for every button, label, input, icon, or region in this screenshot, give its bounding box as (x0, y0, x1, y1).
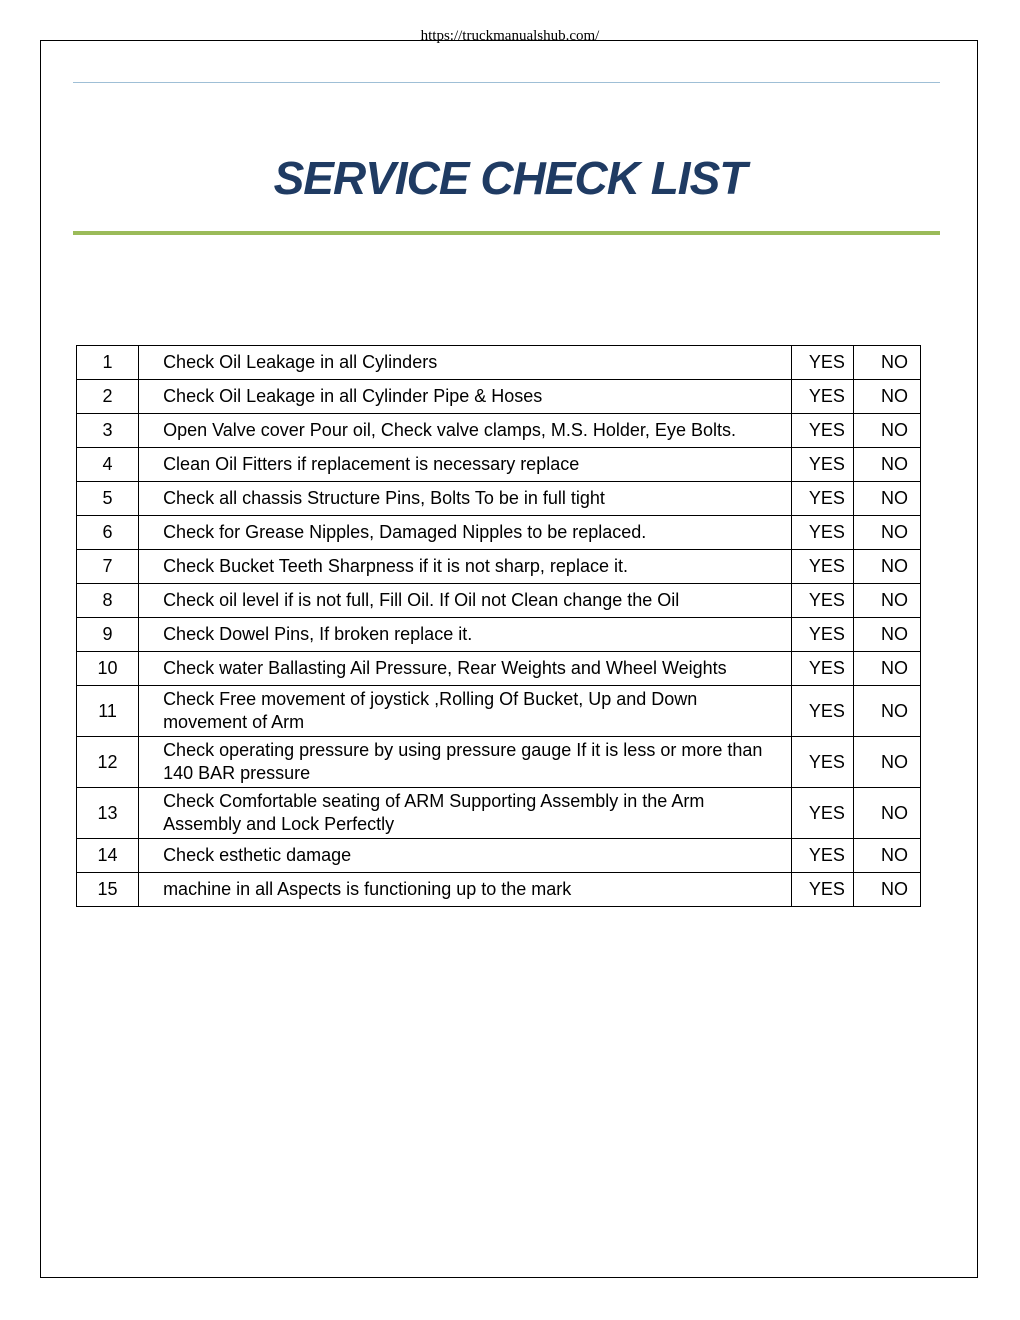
no-option[interactable]: NO (853, 482, 920, 516)
no-option[interactable]: NO (853, 550, 920, 584)
yes-option[interactable]: YES (791, 380, 853, 414)
item-description: Check Free movement of joystick ,Rolling Of Bucket, Up and Down movement of Arm (139, 686, 792, 737)
no-option[interactable]: NO (853, 839, 920, 873)
item-description: Check operating pressure by using pressure gauge If it is less or more than 140 BAR pressure (139, 737, 792, 788)
item-number: 13 (77, 788, 139, 839)
checklist-row (77, 482, 921, 516)
checklist-row (77, 448, 921, 482)
service-checklist-table (76, 345, 921, 907)
item-number: 15 (77, 873, 139, 907)
checklist-row (77, 873, 921, 907)
checklist-row (77, 550, 921, 584)
no-option[interactable]: NO (853, 516, 920, 550)
no-option[interactable]: NO (853, 346, 920, 380)
checklist-row (77, 414, 921, 448)
item-number: 3 (77, 414, 139, 448)
no-option[interactable]: NO (853, 873, 920, 907)
yes-option[interactable]: YES (791, 873, 853, 907)
item-description: Check water Ballasting Ail Pressure, Rear Weights and Wheel Weights (139, 652, 792, 686)
checklist-row (77, 380, 921, 414)
yes-option[interactable]: YES (791, 516, 853, 550)
no-option[interactable]: NO (853, 584, 920, 618)
checklist-row (77, 346, 921, 380)
top-divider (73, 82, 940, 83)
no-option[interactable]: NO (853, 448, 920, 482)
item-number: 10 (77, 652, 139, 686)
yes-option[interactable]: YES (791, 414, 853, 448)
item-number: 5 (77, 482, 139, 516)
no-option[interactable]: NO (853, 652, 920, 686)
item-number: 12 (77, 737, 139, 788)
no-option[interactable]: NO (853, 618, 920, 652)
yes-option[interactable]: YES (791, 346, 853, 380)
item-number: 14 (77, 839, 139, 873)
yes-option[interactable]: YES (791, 482, 853, 516)
item-number: 9 (77, 618, 139, 652)
no-option[interactable]: NO (853, 414, 920, 448)
item-number: 11 (77, 686, 139, 737)
checklist-row (77, 652, 921, 686)
item-description: Check Oil Leakage in all Cylinder Pipe & Hoses (139, 380, 792, 414)
yes-option[interactable]: YES (791, 584, 853, 618)
item-description: Check all chassis Structure Pins, Bolts To be in full tight (139, 482, 792, 516)
item-description: Clean Oil Fitters if replacement is necessary replace (139, 448, 792, 482)
checklist-row (77, 686, 921, 737)
item-description: Check oil level if is not full, Fill Oil. If Oil not Clean change the Oil (139, 584, 792, 618)
item-description: Check Bucket Teeth Sharpness if it is not sharp, replace it. (139, 550, 792, 584)
yes-option[interactable]: YES (791, 737, 853, 788)
item-number: 6 (77, 516, 139, 550)
checklist-row (77, 618, 921, 652)
yes-option[interactable]: YES (791, 686, 853, 737)
no-option[interactable]: NO (853, 380, 920, 414)
yes-option[interactable]: YES (791, 550, 853, 584)
item-description: Check for Grease Nipples, Damaged Nipples to be replaced. (139, 516, 792, 550)
item-number: 8 (77, 584, 139, 618)
checklist-row (77, 788, 921, 839)
item-description: Open Valve cover Pour oil, Check valve clamps, M.S. Holder, Eye Bolts. (139, 414, 792, 448)
checklist-row (77, 584, 921, 618)
item-description: Check Dowel Pins, If broken replace it. (139, 618, 792, 652)
item-number: 7 (77, 550, 139, 584)
yes-option[interactable]: YES (791, 652, 853, 686)
item-description: machine in all Aspects is functioning up to the mark (139, 873, 792, 907)
item-number: 1 (77, 346, 139, 380)
yes-option[interactable]: YES (791, 448, 853, 482)
checklist-row (77, 516, 921, 550)
yes-option[interactable]: YES (791, 618, 853, 652)
no-option[interactable]: NO (853, 737, 920, 788)
item-number: 4 (77, 448, 139, 482)
page-title: SERVICE CHECK LIST (273, 152, 747, 204)
item-number: 2 (77, 380, 139, 414)
no-option[interactable]: NO (853, 788, 920, 839)
checklist-row (77, 839, 921, 873)
checklist-row (77, 737, 921, 788)
source-url[interactable]: https://truckmanualshub.com/ (420, 28, 600, 44)
item-description: Check Oil Leakage in all Cylinders (139, 346, 792, 380)
title-underline (73, 231, 940, 235)
item-description: Check Comfortable seating of ARM Supporting Assembly in the Arm Assembly and Lock Perfectly (139, 788, 792, 839)
yes-option[interactable]: YES (791, 839, 853, 873)
item-description: Check esthetic damage (139, 839, 792, 873)
yes-option[interactable]: YES (791, 788, 853, 839)
no-option[interactable]: NO (853, 686, 920, 737)
